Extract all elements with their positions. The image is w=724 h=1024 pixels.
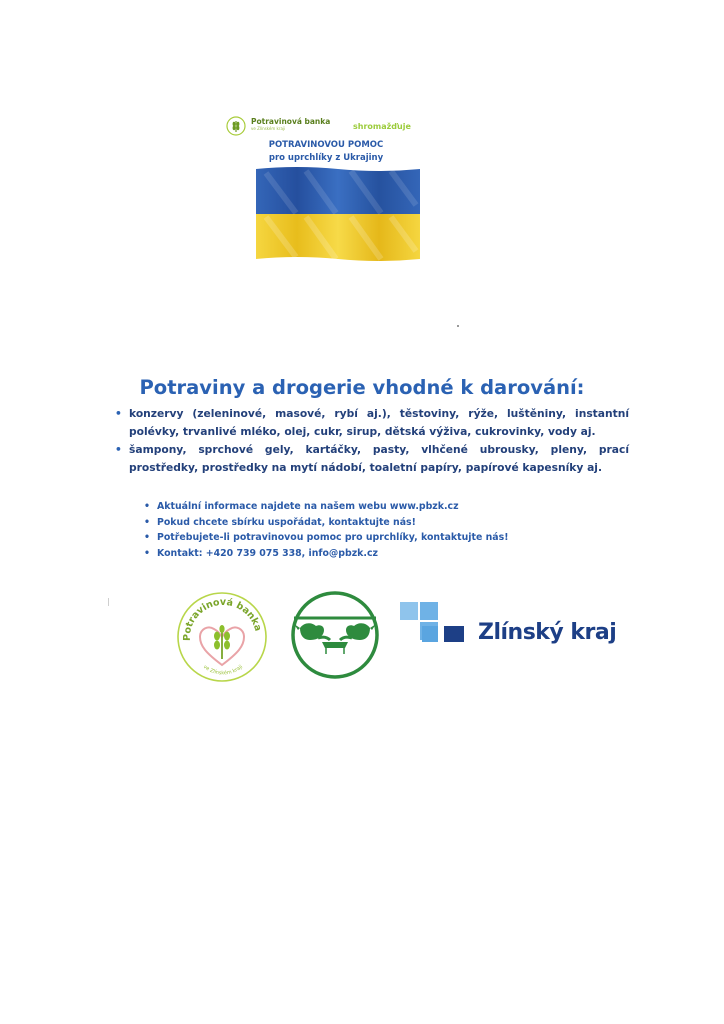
header-line-1: POTRAVINOVOU POMOC (268, 140, 384, 150)
stray-mark (108, 598, 109, 606)
info-list (144, 499, 584, 561)
list-item: • Pokud chcete sbírku uspořádat, kontaktujte nás! (144, 515, 584, 531)
header-line-2: pro uprchlíky z Ukrajiny (268, 153, 384, 163)
flag-ukraine (256, 165, 420, 263)
wheat-icon (226, 116, 246, 136)
stray-dot (457, 325, 459, 327)
list-item: • Potřebujete-li potravinovou pomoc pro uprchlíky, kontaktujte nás! (144, 530, 584, 546)
list-item: • Aktuální informace najdete na našem webu www.pbzk.cz (144, 499, 584, 515)
logo-square (420, 602, 438, 620)
zlin-logo-text: Zlínský kraj (478, 620, 617, 645)
main-title: Potraviny a drogerie vhodné k darování: (139, 376, 585, 399)
donation-list (114, 405, 629, 477)
list-item: • konzervy (zeleninové, masové, rybí aj.), těstoviny, rýže, luštěniny, instantní polévky, trvanlivé mléko, olej, cukr, sirup, dětská výživa, cukrovinky, vody aj. (114, 405, 629, 441)
heart-wheat-logo (176, 591, 268, 683)
mini-logo-title: Potravinová banka (251, 117, 331, 126)
birds-bowl-logo (290, 590, 380, 680)
logo-arc-text: Potravinová banka (181, 596, 264, 642)
logo-bottom-text: ve Zlínském kraji (202, 663, 244, 677)
header-block (220, 112, 432, 264)
list-item: • šampony, sprchové gely, kartáčky, pasty, vlhčené ubrousky, pleny, prací prostředky, prostředky na mytí nádobí, toaletní papíry, papírové kapesníky aj. (114, 441, 629, 477)
list-item: • Kontakt: +420 739 075 338, info@pbzk.cz (144, 546, 584, 562)
collects-label: shromažďuje (353, 122, 411, 131)
logo-square (444, 626, 464, 642)
zlin-squares-logo (400, 600, 617, 660)
mini-logo-subtitle: ve Zlínském kraji (251, 126, 286, 131)
logo-square (400, 602, 418, 620)
logo-square (422, 626, 438, 642)
